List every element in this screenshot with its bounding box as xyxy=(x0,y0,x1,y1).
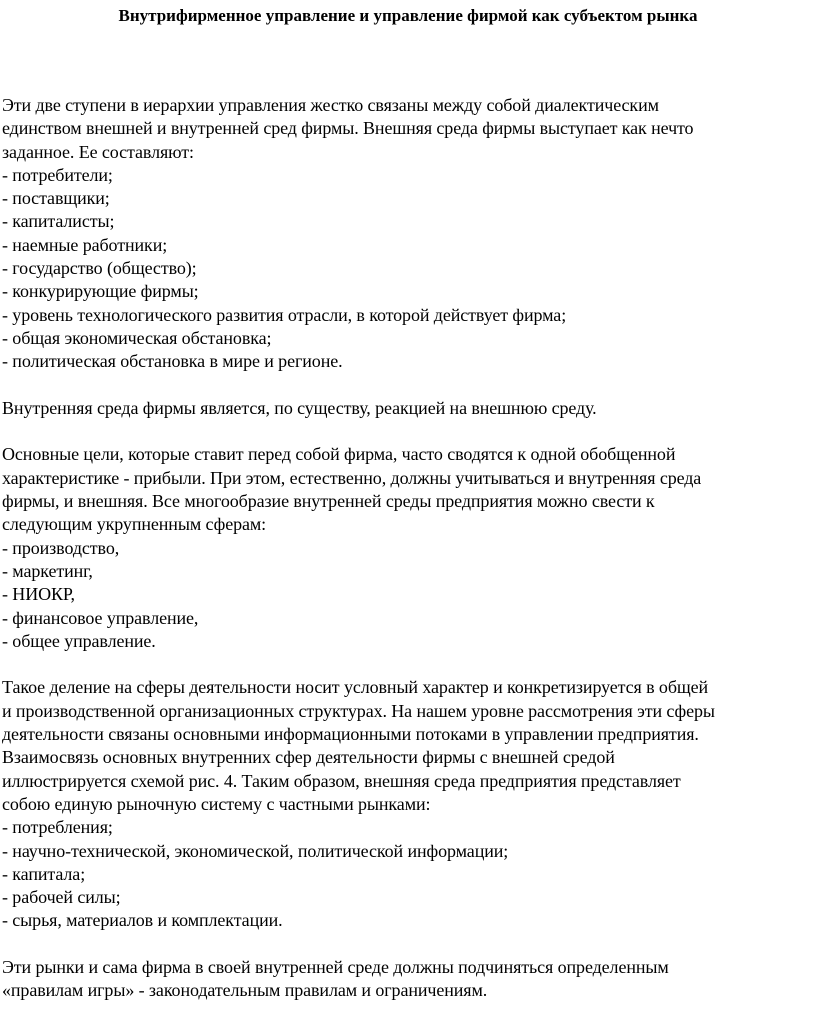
list-item: - капитала; xyxy=(2,863,86,884)
text-line: Основные цели, которые ставит перед собой фирма, часто сводятся к одной обобщенной xyxy=(2,444,676,465)
text-line: «правилам игры» - законодательным правилам и ограничениям. xyxy=(2,980,488,1001)
list-item: - общая экономическая обстановка; xyxy=(2,327,272,348)
blank-line xyxy=(2,653,814,676)
list-item: - уровень технологического развития отрасли, в которой действует фирма; xyxy=(2,304,567,325)
text-line: фирмы, и внешняя. Все многообразие внутренней среды предприятия можно свести к xyxy=(2,491,655,512)
list-item: - капиталисты; xyxy=(2,211,115,232)
text-line: заданное. Ее составляют: xyxy=(2,141,194,162)
list-item: - государство (общество); xyxy=(2,258,197,279)
text-line: и производственной организационных структурах. На нашем уровне рассмотрения эти сферы xyxy=(2,700,715,721)
list-item: - НИОКР, xyxy=(2,584,75,605)
list-item: - политическая обстановка в мире и регионе. xyxy=(2,351,343,372)
list-item: - маркетинг, xyxy=(2,560,93,581)
text-line: Эти рынки и сама фирма в своей внутренней среде должны подчиняться определенным xyxy=(2,956,669,977)
text-line: следующим укрупненным сферам: xyxy=(2,514,267,535)
text-line: иллюстрируется схемой рис. 4. Таким образом, внешняя среда предприятия представляет xyxy=(2,770,681,791)
blank-line xyxy=(2,374,814,397)
blank-line xyxy=(2,420,814,443)
document-body xyxy=(2,94,814,1003)
list-item: - конкурирующие фирмы; xyxy=(2,281,199,302)
list-item: - общее управление. xyxy=(2,630,156,651)
text-line: характеристике - прибыли. При этом, естественно, должны учитываться и внутренняя среда xyxy=(2,467,702,488)
text-line: Эти две ступени в иерархии управления жестко связаны между собой диалектическим xyxy=(2,95,659,115)
text-line: Внутренняя среда фирмы является, по существу, реакцией на внешнюю среду. xyxy=(2,397,597,418)
text-line: единством внешней и внутренней сред фирмы. Внешняя среда фирмы выступает как нечто xyxy=(2,118,694,139)
blank-line xyxy=(2,933,814,956)
list-item: - потребители; xyxy=(2,164,113,185)
text-line: Взаимосвязь основных внутренних сфер деятельности фирмы с внешней средой xyxy=(2,747,615,768)
list-item: - финансовое управление, xyxy=(2,607,199,628)
list-item: - поставщики; xyxy=(2,188,110,209)
page-title: Внутрифирменное управление и управление фирмой как субъектом рынка xyxy=(118,6,698,25)
list-item: - потребления; xyxy=(2,817,113,838)
text-line: собою единую рыночную систему с частными рынками: xyxy=(2,793,431,814)
list-item: - рабочей силы; xyxy=(2,887,121,908)
list-item: - сырья, материалов и комплектации. xyxy=(2,910,283,931)
text-line: Такое деление на сферы деятельности носит условный характер и конкретизируется в общей xyxy=(2,677,709,698)
text-line: деятельности связаны основными информационными потоками в управлении предприятия. xyxy=(2,724,699,745)
list-item: - научно-технической, экономической, политической информации; xyxy=(2,840,509,861)
list-item: - производство, xyxy=(2,537,120,558)
list-item: - наемные работники; xyxy=(2,234,168,255)
